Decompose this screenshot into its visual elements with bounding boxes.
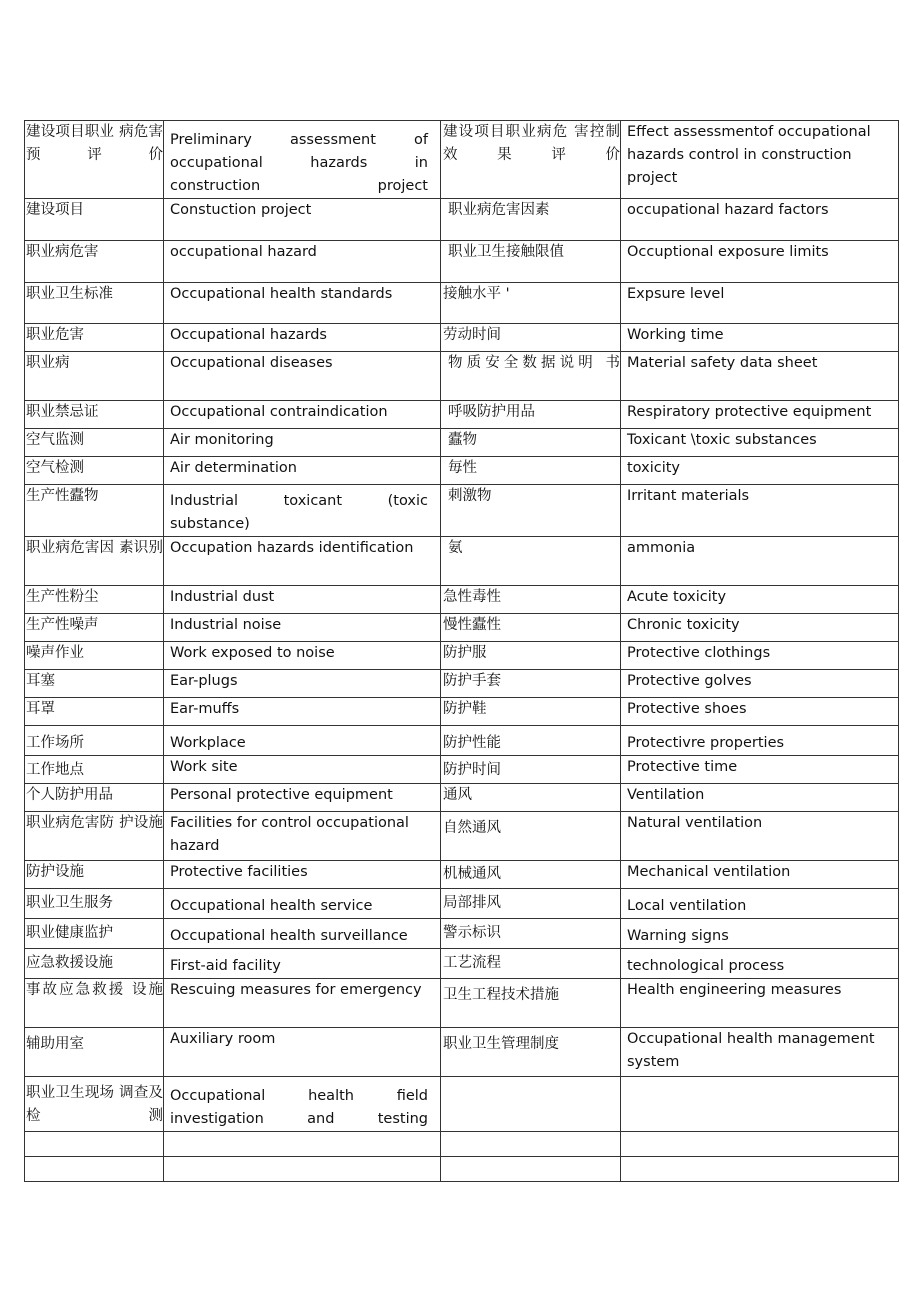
english-term: occupational hazard factors: [621, 199, 899, 241]
english-term: Preliminary assessment of occupational hazards in construction project: [164, 121, 441, 199]
english-term: Industrial toxicant (toxic substance): [164, 485, 441, 537]
english-term: Occuptional exposure limits: [621, 241, 899, 283]
english-term: [621, 1157, 899, 1182]
chinese-term: 防护鞋: [441, 698, 621, 726]
chinese-term: 物质安全数据说明 书: [441, 352, 621, 401]
chinese-term: 工作地点: [25, 756, 164, 784]
chinese-term: [25, 1132, 164, 1157]
chinese-term: 刺激物: [441, 485, 621, 537]
english-term: Warning signs: [621, 919, 899, 949]
table-row: [25, 1132, 899, 1157]
chinese-term: [25, 1157, 164, 1182]
chinese-term: 毎性: [441, 457, 621, 485]
english-term: toxicity: [621, 457, 899, 485]
english-term: Protective time: [621, 756, 899, 784]
english-term: Occupational health surveillance: [164, 919, 441, 949]
chinese-term: 空气检测: [25, 457, 164, 485]
english-term: Occupational health management system: [621, 1028, 899, 1077]
english-term: [164, 1157, 441, 1182]
chinese-term: 警示标识: [441, 919, 621, 949]
chinese-term: 职业卫生服务: [25, 889, 164, 919]
table-row: [25, 324, 899, 352]
table-row: [25, 979, 899, 1028]
table-row: [25, 861, 899, 889]
table-row: [25, 756, 899, 784]
english-term: Expsure level: [621, 283, 899, 324]
chinese-term: 卫生工程技术措施: [441, 979, 621, 1028]
english-term: Respiratory protective equipment: [621, 401, 899, 429]
english-term: Working time: [621, 324, 899, 352]
chinese-term: 辅助用室: [25, 1028, 164, 1077]
table-row: [25, 352, 899, 401]
english-term: Local ventilation: [621, 889, 899, 919]
chinese-term: 职业病危害防 护设施: [25, 812, 164, 861]
chinese-term: 生产性蠹物: [25, 485, 164, 537]
chinese-term: 氨: [441, 537, 621, 586]
english-term: Occupational health standards: [164, 283, 441, 324]
english-term: technological process: [621, 949, 899, 979]
chinese-term: 职业危害: [25, 324, 164, 352]
table-row: [25, 642, 899, 670]
glossary-table: [24, 120, 899, 1182]
chinese-term: 慢性蠹性: [441, 614, 621, 642]
english-term: Protectivre properties: [621, 726, 899, 756]
english-term: Work exposed to noise: [164, 642, 441, 670]
english-term: Industrial noise: [164, 614, 441, 642]
table-row: [25, 1157, 899, 1182]
chinese-term: 职业卫生管理制度: [441, 1028, 621, 1077]
chinese-term: 噪声作业: [25, 642, 164, 670]
chinese-term: 工艺流程: [441, 949, 621, 979]
chinese-term: 工作场所: [25, 726, 164, 756]
english-term: Occupational hazards: [164, 324, 441, 352]
english-term: Chronic toxicity: [621, 614, 899, 642]
table-row: [25, 889, 899, 919]
english-term: Industrial dust: [164, 586, 441, 614]
english-term: Occupational health field investigation and testing: [164, 1077, 441, 1132]
chinese-term: 呼吸防护用品: [441, 401, 621, 429]
table-row: [25, 537, 899, 586]
english-term: [621, 1077, 899, 1132]
english-term: Natural ventilation: [621, 812, 899, 861]
chinese-term: 防护服: [441, 642, 621, 670]
chinese-term: [441, 1077, 621, 1132]
chinese-term: [441, 1157, 621, 1182]
chinese-term: 通风: [441, 784, 621, 812]
chinese-term: 耳塞: [25, 670, 164, 698]
table-row: [25, 485, 899, 537]
english-term: Protective golves: [621, 670, 899, 698]
chinese-term: 职业禁忌证: [25, 401, 164, 429]
english-term: Occupational health service: [164, 889, 441, 919]
chinese-term: 防护时间: [441, 756, 621, 784]
english-term: Protective shoes: [621, 698, 899, 726]
english-term: Material safety data sheet: [621, 352, 899, 401]
english-term: Ear-plugs: [164, 670, 441, 698]
table-row: [25, 614, 899, 642]
english-term: Constuction project: [164, 199, 441, 241]
chinese-term: 职业卫生现场 调查及检测: [25, 1077, 164, 1132]
english-term: Mechanical ventilation: [621, 861, 899, 889]
english-term: Ventilation: [621, 784, 899, 812]
chinese-term: 事故应急救援 设施: [25, 979, 164, 1028]
table-row: [25, 283, 899, 324]
table-row: [25, 429, 899, 457]
table-row: [25, 919, 899, 949]
chinese-term: 防护手套: [441, 670, 621, 698]
chinese-term: 防护设施: [25, 861, 164, 889]
english-term: Air determination: [164, 457, 441, 485]
english-term: Occupational diseases: [164, 352, 441, 401]
chinese-term: 建设项目职业病危 害控制效果评价: [441, 121, 621, 199]
table-row: [25, 670, 899, 698]
chinese-term: 职业病: [25, 352, 164, 401]
chinese-term: 个人防护用品: [25, 784, 164, 812]
table-row: [25, 1077, 899, 1132]
english-term: Facilities for control occupational hazard: [164, 812, 441, 861]
chinese-term: 建设项目: [25, 199, 164, 241]
chinese-term: [441, 1132, 621, 1157]
english-term: Occupation hazards identification: [164, 537, 441, 586]
english-term: Protective clothings: [621, 642, 899, 670]
table-row: [25, 812, 899, 861]
english-term: [621, 1132, 899, 1157]
chinese-term: 职业病危害: [25, 241, 164, 283]
english-term: Workplace: [164, 726, 441, 756]
english-term: Air monitoring: [164, 429, 441, 457]
english-term: occupational hazard: [164, 241, 441, 283]
table-row: [25, 401, 899, 429]
chinese-term: 接触水平 ': [441, 283, 621, 324]
chinese-term: 劳动时间: [441, 324, 621, 352]
chinese-term: 耳罩: [25, 698, 164, 726]
chinese-term: 职业病危害因 素识别: [25, 537, 164, 586]
chinese-term: 自然通风: [441, 812, 621, 861]
table-row: [25, 586, 899, 614]
english-term: Protective facilities: [164, 861, 441, 889]
table-row: [25, 241, 899, 283]
english-term: [164, 1132, 441, 1157]
chinese-term: 建设项目职业 病危害预评价: [25, 121, 164, 199]
english-term: First-aid facility: [164, 949, 441, 979]
english-term: Acute toxicity: [621, 586, 899, 614]
chinese-term: 职业健康监护: [25, 919, 164, 949]
chinese-term: 职业卫生标准: [25, 283, 164, 324]
english-term: Work site: [164, 756, 441, 784]
chinese-term: 机械通风: [441, 861, 621, 889]
table-row: [25, 784, 899, 812]
table-row: [25, 1028, 899, 1077]
english-term: ammonia: [621, 537, 899, 586]
table-row: [25, 698, 899, 726]
chinese-term: 生产性粉尘: [25, 586, 164, 614]
table-row: [25, 199, 899, 241]
english-term: Ear-muffs: [164, 698, 441, 726]
english-term: Auxiliary room: [164, 1028, 441, 1077]
chinese-term: 局部排风: [441, 889, 621, 919]
english-term: Personal protective equipment: [164, 784, 441, 812]
table-row: [25, 121, 899, 199]
chinese-term: 蠹物: [441, 429, 621, 457]
english-term: Irritant materials: [621, 485, 899, 537]
chinese-term: 应急救援设施: [25, 949, 164, 979]
chinese-term: 空气监测: [25, 429, 164, 457]
chinese-term: 职业病危害因素: [441, 199, 621, 241]
english-term: Effect assessmentof occupational hazards control in construction project: [621, 121, 899, 199]
chinese-term: 生产性噪声: [25, 614, 164, 642]
chinese-term: 防护性能: [441, 726, 621, 756]
table-row: [25, 949, 899, 979]
table-row: [25, 726, 899, 756]
english-term: Health engineering measures: [621, 979, 899, 1028]
english-term: Rescuing measures for emergency: [164, 979, 441, 1028]
english-term: Toxicant \toxic substances: [621, 429, 899, 457]
table-row: [25, 457, 899, 485]
chinese-term: 职业卫生接触限值: [441, 241, 621, 283]
chinese-term: 急性毒性: [441, 586, 621, 614]
english-term: Occupational contraindication: [164, 401, 441, 429]
